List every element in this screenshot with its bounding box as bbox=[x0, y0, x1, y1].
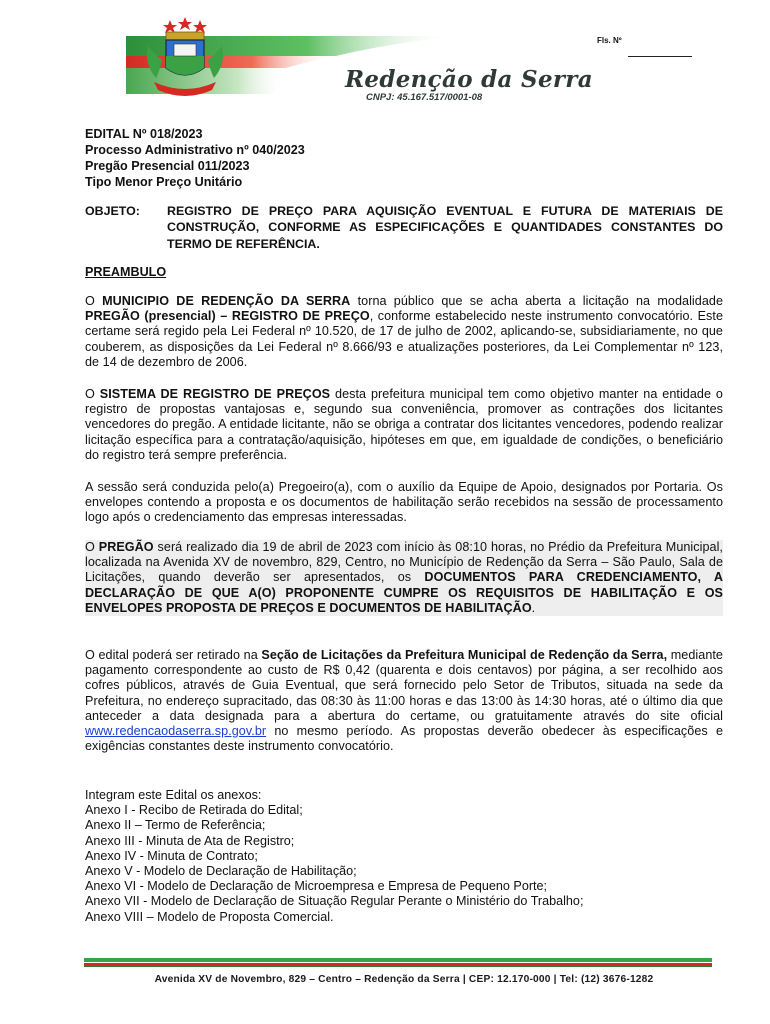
objeto-label: OBJETO: bbox=[85, 204, 140, 218]
paragraph-municipio bbox=[85, 294, 723, 370]
p4-documentos: DOCUMENTOS PARA CREDENCIAMENTO, A DECLARAÇÃO DE QUE A(O) PROPONENTE CUMPRE OS REQUISITOS DE HABILITAÇÃO E OS ENVELOPES PROPOSTA DE PREÇOS E DOCUMENTOS DE HABILITAÇÃO bbox=[85, 570, 723, 615]
list-item: Anexo VIII – Modelo de Proposta Comercial. bbox=[85, 909, 334, 924]
list-item: Anexo V - Modelo de Declaração de Habilitação; bbox=[85, 864, 357, 879]
list-item: Anexo I - Recibo de Retirada do Edital; bbox=[85, 803, 303, 818]
p2-text-a: O bbox=[85, 387, 100, 401]
paragraph-edital-retirada bbox=[85, 648, 723, 754]
cnpj-text: CNPJ: 45.167.517/0001-08 bbox=[366, 92, 483, 103]
page-number-label: Fls. Nº bbox=[597, 36, 622, 45]
paragraph-sessao: A sessão será conduzida pelo(a) Pregoeiro(a), com o auxílio da Equipe de Apoio, designados por Portaria. Os envelopes contendo a proposta e os documentos de habilitação serão recebidos na sessão de processamento logo após o credenciamento das empresas interessadas. bbox=[85, 480, 723, 525]
list-item: Anexo II – Termo de Referência; bbox=[85, 818, 266, 833]
process-number: Processo Administrativo nº 040/2023 bbox=[85, 143, 305, 157]
p5-text-d: no mesmo período. As propostas deverão obedecer às especificações e exigências constantes deste instrumento convocatório. bbox=[85, 724, 723, 754]
p5-text-a: O edital poderá ser retirado na bbox=[85, 648, 262, 662]
p4-text-c: será realizado dia 19 de abril de 2023 com início às 08:10 horas, no Prédio da Prefeitura Municipal, localizada na Avenida XV de novembro, 829, Centro, no Município de Redenção da Serra – São Paulo, Sala de Licitações, quando deverão ser apresentados, os bbox=[85, 540, 723, 585]
p4-text-a: O bbox=[85, 540, 99, 554]
municipal-crest-icon bbox=[140, 16, 230, 100]
p2-text-c: desta prefeitura municipal tem como objetivo manter na entidade o registro de propostas vantajosas e, segundo sua conveniência, promover as contrações dos licitantes vencedores do pregão. A entidade licitante, não se obriga a contratar dos licitantes vencedores, podendo realizar licitação específica para a contratação/aquisição, hipóteses em que, em igualdade de condições, o beneficiário do registro terá sempre preferência. bbox=[85, 387, 723, 462]
objeto-text: REGISTRO DE PREÇO PARA AQUISIÇÃO EVENTUAL E FUTURA DE MATERIAIS DE CONSTRUÇÃO, CONFORME AS ESPECIFICAÇÕES E QUANTIDADES CONSTANTES DO TERMO DE REFERÊNCIA. bbox=[167, 204, 723, 251]
type-line: Tipo Menor Preço Unitário bbox=[85, 175, 243, 189]
edital-number: EDITAL Nº 018/2023 bbox=[85, 127, 203, 141]
page-number-line bbox=[628, 56, 692, 57]
p1-modalidade: PREGÃO (presencial) – REGISTRO DE PREÇO bbox=[85, 309, 370, 324]
p5-secao: Seção de Licitações da Prefeitura Municipal de Redenção da Serra, bbox=[261, 648, 668, 662]
p5-text-c: mediante pagamento correspondente ao custo de R$ 0,42 (quarenta e dois centavos) por página, a ser recolhido aos cofres públicos, através de Guia Eventual, que será fornecido pelo Setor de Tributos, situada na sede da Prefeitura, no endereço supracitado, das 08:30 às 11:00 horas e das 13:00 às 14:30 horas, até o último dia que anteceder a data designada para a abertura do certame, ou gratuitamente através do site oficial bbox=[85, 648, 723, 723]
paragraph-pregao-data bbox=[85, 540, 723, 616]
list-item: Anexo VII - Modelo de Declaração de Situação Regular Perante o Ministério do Trabalho; bbox=[85, 894, 584, 909]
footer-address: Avenida XV de Novembro, 829 – Centro – Redenção da Serra | CEP: 12.170-000 | Tel: (12) 3676-1282 bbox=[154, 974, 654, 985]
p1-text-a: O bbox=[85, 294, 103, 308]
p2-sistema: SISTEMA DE REGISTRO DE PREÇOS bbox=[99, 387, 331, 401]
p4-pregao: PREGÃO bbox=[98, 540, 154, 554]
p1-text-c: torna público que se acha aberta a licitação na modalidade bbox=[350, 294, 723, 308]
list-item: Anexo IV - Minuta de Contrato; bbox=[85, 848, 258, 863]
edital-header bbox=[85, 126, 305, 190]
p1-municipio: MUNICIPIO DE REDENÇÃO DA SERRA bbox=[102, 294, 351, 308]
municipality-name: Redenção da Serra bbox=[345, 66, 593, 93]
p4-text-e: . bbox=[531, 600, 536, 615]
annex-intro: Integram este Edital os anexos: bbox=[85, 788, 262, 802]
list-item: Anexo VI - Modelo de Declaração de Microempresa e Empresa de Pequeno Porte; bbox=[85, 879, 548, 894]
website-link[interactable]: www.redencaodaserra.sp.gov.br bbox=[85, 724, 267, 739]
p1-text-e: , conforme estabelecido neste instrumento convocatório. Este certame será regido pela Lei Federal nº 10.520, de 17 de julho de 2002, aplicando-se, subsidiariamente, no que couberem, as disposições da Lei Federal nº 8.666/93 e atualizações posteriores, da Lei Complementar nº 123, de 14 de dezembro de 2006. bbox=[85, 309, 723, 369]
pregao-number: Pregão Presencial 011/2023 bbox=[85, 159, 250, 173]
paragraph-sistema-registro bbox=[85, 387, 723, 463]
footer-thin-line bbox=[84, 966, 712, 967]
list-item: Anexo III - Minuta de Ata de Registro; bbox=[85, 833, 295, 848]
objeto-section bbox=[85, 203, 723, 252]
annex-list bbox=[85, 788, 583, 925]
preambulo-title: PREAMBULO bbox=[85, 265, 167, 279]
